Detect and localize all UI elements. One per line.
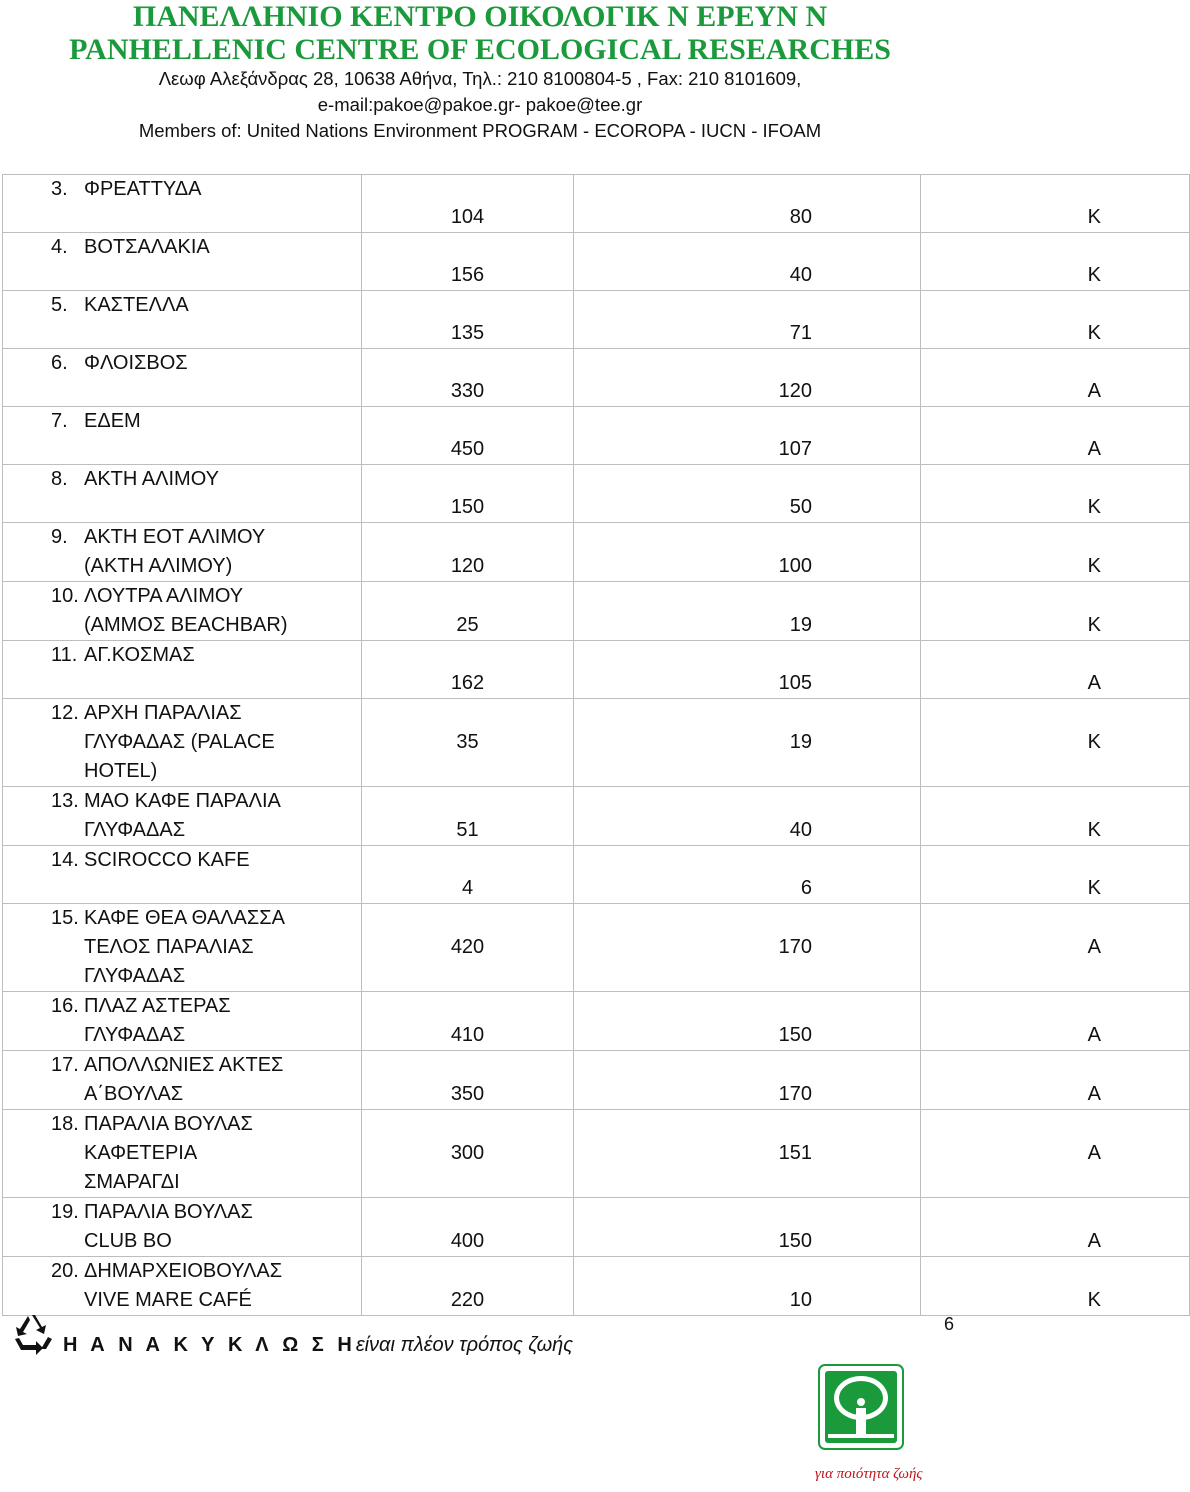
- row-number: 9.: [51, 526, 68, 548]
- beach-name-cell: [3, 349, 362, 407]
- beach-name-cell: [3, 523, 362, 582]
- value-cell-1: 350: [362, 1051, 574, 1110]
- row-number: 8.: [51, 468, 68, 490]
- category-cell: Κ: [921, 1257, 1190, 1316]
- beach-name-line: ΠΑΡΑΛΙΑ ΒΟΥΛΑΣ: [84, 1201, 253, 1223]
- beach-name-line: ΑΡΧΗ ΠΑΡΑΛΙΑΣ: [84, 702, 242, 724]
- table-row: [3, 523, 1190, 582]
- table-row: [3, 787, 1190, 846]
- slogan-bold: Η Α Ν Α Κ Υ Κ Λ Ω Σ Η: [63, 1334, 356, 1356]
- table-row: [3, 291, 1190, 349]
- table-row: [3, 1257, 1190, 1316]
- org-title-greek: ΠΑΝΕΛΛΗΝΙΟ ΚΕΝΤΡΟ ΟΙΚΟΛΟΓΙΚ Ν ΕΡΕΥΝ Ν: [132, 0, 828, 33]
- category-cell: Α: [921, 904, 1190, 992]
- beach-name-cell: [3, 1257, 362, 1316]
- table-row: [3, 992, 1190, 1051]
- value-cell-1: 450: [362, 407, 574, 465]
- beach-name-cell: [3, 582, 362, 641]
- table-row: [3, 904, 1190, 992]
- table-row: [3, 407, 1190, 465]
- beach-name-line: ΒΟΤΣΑΛΑΚΙΑ: [84, 236, 210, 258]
- beach-name-line: VIVE MARE CAFÉ: [84, 1289, 252, 1311]
- value-cell-1: 300: [362, 1110, 574, 1198]
- beach-name-cell: [3, 1051, 362, 1110]
- category-cell: Α: [921, 1198, 1190, 1257]
- category-cell: Κ: [921, 175, 1190, 233]
- table-row: [3, 349, 1190, 407]
- tree-logo-icon: [818, 1364, 904, 1450]
- beach-name-line: ΓΛΥΦΑΔΑΣ (PALACE: [84, 731, 275, 753]
- value-cell-1: 220: [362, 1257, 574, 1316]
- row-number: 12.: [51, 702, 79, 724]
- beach-name-cell: [3, 699, 362, 787]
- category-cell: Α: [921, 1051, 1190, 1110]
- letterhead: [0, 0, 960, 144]
- beach-name-line: (ΑΜΜΟΣ BEACHBAR): [84, 614, 288, 636]
- value-cell-2: 107: [574, 407, 921, 465]
- table-row: [3, 1198, 1190, 1257]
- logo-tagline: για ποιότητα ζωής: [815, 1466, 923, 1482]
- beach-name-cell: [3, 904, 362, 992]
- value-cell-2: 170: [574, 904, 921, 992]
- table-row: [3, 465, 1190, 523]
- value-cell-1: 104: [362, 175, 574, 233]
- table-row: [3, 233, 1190, 291]
- category-cell: Α: [921, 641, 1190, 699]
- footer-slogan: [63, 1334, 573, 1357]
- beach-name-cell: [3, 233, 362, 291]
- row-number: 4.: [51, 236, 68, 258]
- category-cell: Α: [921, 349, 1190, 407]
- row-number: 11.: [51, 644, 78, 666]
- beach-table: [2, 174, 1101, 1316]
- table-row: [3, 175, 1190, 233]
- beach-name-line: ΣΜΑΡΑΓΔΙ: [84, 1171, 180, 1193]
- beach-name-line: ΜΑΟ ΚΑΦΕ ΠΑΡΑΛΙΑ: [84, 790, 281, 812]
- value-cell-2: 170: [574, 1051, 921, 1110]
- value-cell-2: 19: [574, 699, 921, 787]
- value-cell-1: 162: [362, 641, 574, 699]
- beach-name-line: ΓΛΥΦΑΔΑΣ: [84, 819, 186, 841]
- beach-name-cell: [3, 787, 362, 846]
- page-footer: [0, 1310, 960, 1492]
- beach-name-cell: [3, 407, 362, 465]
- beach-name-line: ΠΑΡΑΛΙΑ ΒΟΥΛΑΣ: [84, 1113, 253, 1135]
- beach-name-line: ΚΑΦΕΤΕΡΙΑ: [84, 1142, 198, 1164]
- beach-name-line: ΠΛΑΖ ΑΣΤΕΡΑΣ: [84, 995, 231, 1017]
- beach-name-line: ΓΛΥΦΑΔΑΣ: [84, 965, 186, 987]
- value-cell-1: 410: [362, 992, 574, 1051]
- row-number: 18.: [51, 1113, 79, 1135]
- value-cell-2: 100: [574, 523, 921, 582]
- row-number: 15.: [51, 907, 79, 929]
- beach-name-cell: [3, 175, 362, 233]
- table-row: [3, 1110, 1190, 1198]
- beach-name-line: ΔΗΜΑΡΧΕΙΟΒΟΥΛΑΣ: [84, 1260, 283, 1282]
- org-title-english: PANHELLENIC CENTRE OF ECOLOGICAL RESEARCHES: [69, 33, 891, 66]
- row-number: 17.: [51, 1054, 79, 1076]
- beach-name-line: CLUB BO: [84, 1230, 172, 1252]
- beach-data-table: [2, 174, 1190, 1316]
- beach-name-line: ΛΟΥΤΡΑ ΑΛΙΜΟΥ: [84, 585, 244, 607]
- value-cell-2: 150: [574, 1198, 921, 1257]
- row-number: 20.: [51, 1260, 79, 1282]
- row-number: 6.: [51, 352, 68, 374]
- category-cell: Κ: [921, 291, 1190, 349]
- category-cell: Α: [921, 1110, 1190, 1198]
- beach-name-cell: [3, 465, 362, 523]
- value-cell-2: 80: [574, 175, 921, 233]
- value-cell-2: 105: [574, 641, 921, 699]
- table-row: [3, 641, 1190, 699]
- table-row: [3, 582, 1190, 641]
- beach-name-cell: [3, 1198, 362, 1257]
- beach-name-line: ΚΑΦΕ ΘΕΑ ΘΑΛΑΣΣΑ: [84, 907, 285, 929]
- value-cell-1: 330: [362, 349, 574, 407]
- category-cell: Κ: [921, 523, 1190, 582]
- row-number: 3.: [51, 178, 68, 200]
- value-cell-1: 4: [362, 846, 574, 904]
- category-cell: Α: [921, 407, 1190, 465]
- page-number: 6: [944, 1314, 955, 1334]
- row-number: 5.: [51, 294, 68, 316]
- value-cell-1: 35: [362, 699, 574, 787]
- beach-name-line: ΑΓ.ΚΟΣΜΑΣ: [84, 644, 195, 666]
- row-number: 14.: [51, 849, 79, 871]
- table-row: [3, 846, 1190, 904]
- beach-name-cell: [3, 1110, 362, 1198]
- beach-name-line: ΓΛΥΦΑΔΑΣ: [84, 1024, 186, 1046]
- value-cell-2: 151: [574, 1110, 921, 1198]
- category-cell: Α: [921, 992, 1190, 1051]
- value-cell-2: 19: [574, 582, 921, 641]
- beach-name-cell: [3, 992, 362, 1051]
- beach-name-line: ΑΠΟΛΛΩΝΙΕΣ ΑΚΤΕΣ: [84, 1054, 284, 1076]
- beach-name-line: ΚΑΣΤΕΛΛΑ: [84, 294, 189, 316]
- org-memberships: Members of: United Nations Environment PROGRAM - ECOROPA - IUCN - IFOAM: [138, 120, 822, 141]
- beach-name-line: ΦΡΕΑΤΤΥΔΑ: [84, 178, 202, 200]
- category-cell: Κ: [921, 582, 1190, 641]
- beach-name-line: Α΄ΒΟΥΛΑΣ: [84, 1083, 184, 1105]
- value-cell-1: 156: [362, 233, 574, 291]
- org-email: e-mail:pakoe@pakoe.gr- pakoe@tee.gr: [317, 94, 643, 115]
- value-cell-1: 420: [362, 904, 574, 992]
- table-row: [3, 699, 1190, 787]
- value-cell-2: 40: [574, 787, 921, 846]
- beach-name-cell: [3, 291, 362, 349]
- value-cell-2: 50: [574, 465, 921, 523]
- value-cell-2: 10: [574, 1257, 921, 1316]
- value-cell-2: 71: [574, 291, 921, 349]
- value-cell-2: 6: [574, 846, 921, 904]
- value-cell-1: 51: [362, 787, 574, 846]
- beach-name-line: ΤΕΛΟΣ ΠΑΡΑΛΙΑΣ: [84, 936, 254, 958]
- category-cell: Κ: [921, 465, 1190, 523]
- beach-name-line: SCIROCCO KAFE: [84, 849, 250, 871]
- row-number: 7.: [51, 410, 68, 432]
- value-cell-1: 400: [362, 1198, 574, 1257]
- category-cell: Κ: [921, 846, 1190, 904]
- value-cell-2: 40: [574, 233, 921, 291]
- beach-name-cell: [3, 846, 362, 904]
- row-number: 19.: [51, 1201, 79, 1223]
- value-cell-2: 120: [574, 349, 921, 407]
- beach-name-line: HOTEL): [84, 760, 158, 782]
- beach-name-line: ΑΚΤΗ ΑΛΙΜΟΥ: [84, 468, 219, 490]
- row-number: 13.: [51, 790, 79, 812]
- value-cell-1: 25: [362, 582, 574, 641]
- beach-name-cell: [3, 641, 362, 699]
- value-cell-1: 150: [362, 465, 574, 523]
- beach-name-line: ΦΛΟΙΣΒΟΣ: [84, 352, 188, 374]
- org-address: Λεωφ Αλεξάνδρας 28, 10638 Αθήνα, Τηλ.: 210 8100804-5 , Fax: 210 8101609,: [158, 68, 802, 89]
- beach-name-line: ΑΚΤΗ ΕΟΤ ΑΛΙΜΟΥ: [84, 526, 266, 548]
- recycle-icon: [10, 1312, 54, 1356]
- beach-name-line: ΕΔΕΜ: [84, 410, 141, 432]
- value-cell-2: 150: [574, 992, 921, 1051]
- beach-name-line: (ΑΚΤΗ ΑΛΙΜΟΥ): [84, 555, 233, 577]
- category-cell: Κ: [921, 699, 1190, 787]
- value-cell-1: 135: [362, 291, 574, 349]
- value-cell-1: 120: [362, 523, 574, 582]
- category-cell: Κ: [921, 787, 1190, 846]
- row-number: 16.: [51, 995, 79, 1017]
- slogan-italic: είναι πλέον τρόπος ζωής: [355, 1334, 573, 1356]
- row-number: 10.: [51, 585, 79, 607]
- category-cell: Κ: [921, 233, 1190, 291]
- table-row: [3, 1051, 1190, 1110]
